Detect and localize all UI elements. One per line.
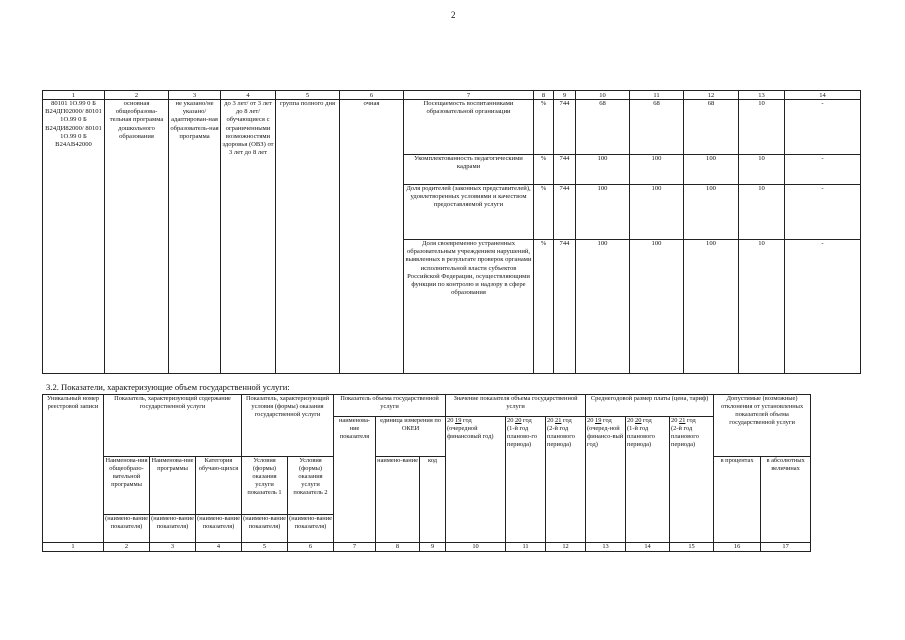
indicator-name: Доля своевременно устраненных образовательным учреждением нарушений, выявленных в результате проверок органами исполнительной власти субъектов Российской Федерации, осуществляющими функции по контролю и надзору в сфере образования — [404, 240, 534, 374]
subheader-cell: Условия (формы) оказания услуги показатель 1 — [242, 457, 288, 515]
column-number: 14 — [626, 543, 670, 552]
column-number: 12 — [684, 91, 739, 100]
price-year1-header — [586, 417, 626, 543]
column-number: 6 — [288, 543, 334, 552]
price-year2-header — [626, 417, 670, 543]
volume-indicators-table — [42, 394, 811, 552]
page-number: 2 — [451, 10, 456, 20]
column-number: 13 — [586, 543, 626, 552]
year-prefix: 20 — [587, 417, 594, 424]
column-number: 17 — [761, 543, 811, 552]
group-cell: группа полного дня — [276, 100, 340, 374]
unit-cell: % — [534, 185, 554, 240]
year3-header — [546, 417, 586, 543]
column-number: 11 — [506, 543, 546, 552]
column-number: 4 — [221, 91, 276, 100]
column-number: 4 — [196, 543, 242, 552]
column-number: 2 — [105, 91, 169, 100]
subheader-cell: (наимено-вание показателя) — [104, 515, 150, 543]
column-number: 2 — [104, 543, 150, 552]
year-desc: (очередной финансовый год) — [447, 424, 494, 440]
value-cell: 100 — [684, 240, 739, 374]
subheader-cell: Наименова-ния общеобразо-вательной программы — [104, 457, 150, 515]
deviation-cell: 10 — [739, 185, 785, 240]
column-number: 6 — [340, 91, 404, 100]
quality-indicators-table — [42, 90, 861, 374]
year-prefix: 20 — [627, 417, 634, 424]
year-suffix: 20 — [635, 417, 642, 424]
column-number: 8 — [534, 91, 554, 100]
subheader-cell: Наименова-ние программы — [150, 457, 196, 515]
unit-name-header: наимено-вание — [376, 457, 420, 543]
value-cell: 100 — [630, 185, 684, 240]
unique-number-header: Уникальный номер реестровой записи — [43, 395, 104, 543]
abs-deviation-cell: - — [785, 155, 861, 185]
subheader-cell: Условия (формы) оказания услуги показатель 2 — [288, 457, 334, 515]
okei-code-cell: 744 — [554, 100, 576, 155]
value-cell: 68 — [630, 100, 684, 155]
abs-deviation-cell: - — [785, 240, 861, 374]
program-cell: основная общеобразова-тельная программа дошкольного образования — [105, 100, 169, 374]
year-word: год — [603, 417, 612, 424]
subheader-cell: (наимено-вание показателя) — [242, 515, 288, 543]
price-year3-header — [670, 417, 714, 543]
value-cell: 100 — [630, 155, 684, 185]
value-cell: 100 — [576, 185, 630, 240]
column-number: 16 — [714, 543, 761, 552]
subheader-cell: (наимено-вание показателя) — [150, 515, 196, 543]
percent-header: в процентах — [714, 457, 761, 543]
year-prefix: 20 — [547, 417, 554, 424]
table-header-row — [43, 91, 861, 100]
year-desc: (1-й год планового периода) — [627, 424, 655, 448]
deviation-cell: 10 — [739, 155, 785, 185]
absolute-header: в абсолютных величинах — [761, 457, 811, 543]
subheader-cell: Категория обучаю-щихся — [196, 457, 242, 515]
unit-cell: % — [534, 240, 554, 374]
column-number: 7 — [334, 543, 376, 552]
registry-code-cell: 80101 1О.99 0 Б В24ДП02000/ 80101 1О.99 0 Б В24ДИ82000/ 80101 1О.99 0 Б В24АВ42000 — [43, 100, 105, 374]
form-cell: очная — [340, 100, 404, 374]
age-cell: до 3 лет/ от 3 лет до 8 лет/ обучающиеся с ограниченными возможностями здоровья (ОВЗ) от 3 лет до 8 лет — [221, 100, 276, 374]
column-number-row — [43, 543, 811, 552]
column-number: 5 — [242, 543, 288, 552]
year-prefix: 20 — [671, 417, 678, 424]
value-cell: 100 — [684, 185, 739, 240]
year-word: год — [687, 417, 696, 424]
year-word: год — [463, 417, 472, 424]
abs-deviation-cell: - — [785, 185, 861, 240]
year2-header — [506, 417, 546, 543]
okei-code-cell: 744 — [554, 155, 576, 185]
column-number: 15 — [670, 543, 714, 552]
price-header: Среднегодовой размер платы (цена, тариф) — [586, 395, 714, 417]
column-number: 1 — [43, 91, 105, 100]
volume-value-header: Значение показателя объема государственной услуги — [446, 395, 586, 417]
column-number: 11 — [630, 91, 684, 100]
year-desc: (2-й год планового периода) — [671, 424, 699, 448]
value-cell: 68 — [684, 100, 739, 155]
unit-okei-header: единица измерения по ОКЕИ — [376, 417, 446, 457]
column-number: 10 — [446, 543, 506, 552]
column-number: 12 — [546, 543, 586, 552]
conditions-indicator-header: Показатель, характеризующий условия (формы) оказания государственной услуги — [242, 395, 334, 457]
okei-code-cell: 744 — [554, 240, 576, 374]
value-cell: 100 — [630, 240, 684, 374]
deviation-cell: 10 — [739, 240, 785, 374]
year-word: год — [563, 417, 572, 424]
year-word: год — [523, 417, 532, 424]
okei-code-cell: 744 — [554, 185, 576, 240]
section-title: 3.2. Показатели, характеризующие объем государственной услуги: — [46, 382, 290, 392]
indicator-name-header: наименова-ние показателя — [334, 417, 376, 543]
year-desc: (очеред-ной финансо-вый год) — [587, 424, 624, 448]
deviation-header: Допустимые (возможные) отклонения от установленных показателей объема государственной услуги — [714, 395, 811, 457]
year-prefix: 20 — [507, 417, 514, 424]
column-number: 13 — [739, 91, 785, 100]
value-cell: 100 — [576, 155, 630, 185]
column-number: 1 — [43, 543, 104, 552]
year1-header — [446, 417, 506, 543]
column-number: 9 — [554, 91, 576, 100]
volume-indicator-header: Показатель объема государственной услуги — [334, 395, 446, 417]
year-suffix: 19 — [595, 417, 602, 424]
year-desc: (1-й год планово-го периода) — [507, 424, 538, 448]
year-desc: (2-й год планового периода) — [547, 424, 575, 448]
year-suffix: 20 — [515, 417, 522, 424]
table-header-row — [43, 395, 811, 417]
unit-cell: % — [534, 100, 554, 155]
column-number: 3 — [150, 543, 196, 552]
year-suffix: 19 — [455, 417, 462, 424]
value-cell: 100 — [684, 155, 739, 185]
table-row — [43, 100, 861, 155]
year-suffix: 21 — [555, 417, 562, 424]
column-number: 8 — [376, 543, 420, 552]
column-number: 9 — [420, 543, 446, 552]
column-number: 3 — [169, 91, 221, 100]
deviation-cell: 10 — [739, 100, 785, 155]
indicator-name: Укомплектованность педагогическими кадрами — [404, 155, 534, 185]
year-prefix: 20 — [447, 417, 454, 424]
year-suffix: 21 — [679, 417, 686, 424]
indicator-name: Доля родителей (законных представителей), удовлетворенных условиями и качеством предоставляемой услуги — [404, 185, 534, 240]
value-cell: 100 — [576, 240, 630, 374]
unit-cell: % — [534, 155, 554, 185]
subheader-cell: (наимено-вание показателя) — [196, 515, 242, 543]
value-cell: 68 — [576, 100, 630, 155]
abs-deviation-cell: - — [785, 100, 861, 155]
category-cell: не указано/не указано/ адаптирован-ная образователь-ная программа — [169, 100, 221, 374]
unit-code-header: код — [420, 457, 446, 543]
column-number: 14 — [785, 91, 861, 100]
indicator-name: Посещаемость воспитанниками образовательной организации — [404, 100, 534, 155]
column-number: 5 — [276, 91, 340, 100]
year-word: год — [643, 417, 652, 424]
column-number: 7 — [404, 91, 534, 100]
content-indicator-header: Показатель, характеризующий содержание государственной услуги — [104, 395, 242, 457]
subheader-cell: (наимено-вание показателя) — [288, 515, 334, 543]
column-number: 10 — [576, 91, 630, 100]
